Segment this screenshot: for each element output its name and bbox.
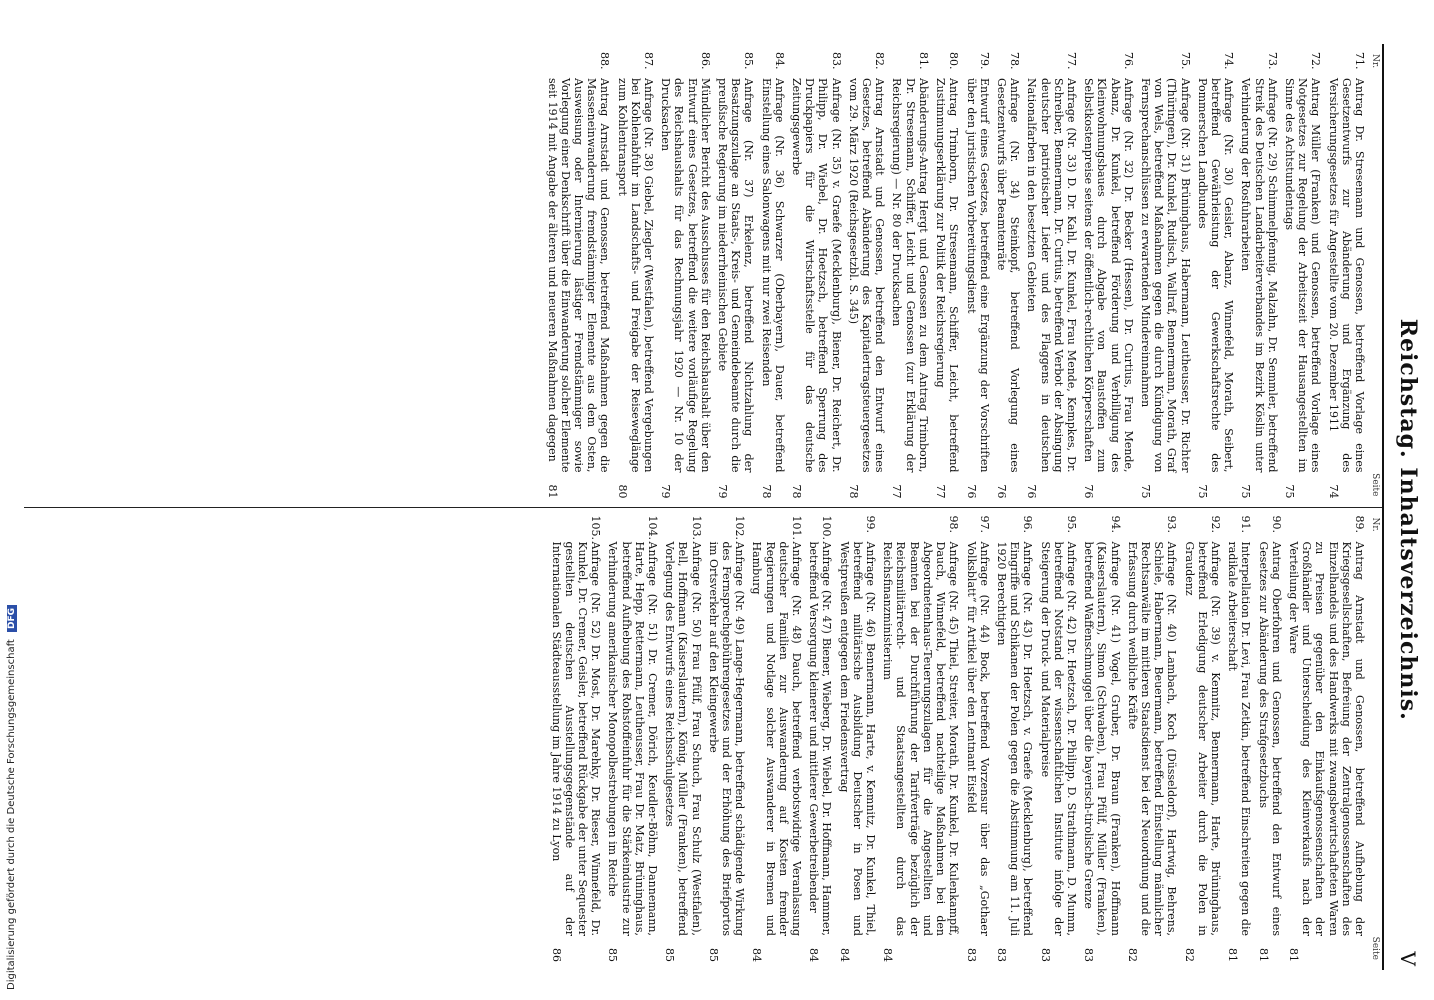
entry-number: 102.: [733, 515, 747, 540]
entry-number: 80.: [947, 52, 961, 70]
toc-entry: [659, 52, 712, 499]
right-entries: [549, 516, 1366, 963]
entry-page: 78: [846, 484, 860, 499]
dfg-logo: DFG: [7, 605, 17, 632]
entry-page: 74: [1326, 484, 1340, 499]
entry-number: 90.: [1269, 515, 1283, 533]
page-number: V: [1396, 951, 1420, 966]
toc-entry: [934, 52, 960, 499]
toc-left-column: [24, 44, 1382, 507]
entry-text: Antrag Oberfohren und Genossen, betreffend den Entwurf eines Gesetzes zur Abänderung des Strafgesetzbuchs: [1256, 541, 1283, 936]
toc-entry: [890, 52, 930, 499]
col-head-num: Nr.: [1370, 517, 1380, 532]
entry-text: Anfrage (Nr. 33) D. Dr. Kahl, Dr. Kunkel, Frau Mende, Kempkes, Dr. Schreiber, Bennermann, Dr. Curtius, betreffend Verbot der Absingung deutscher patriotischer Lieder und des Flaggens in deutschen Nationalfarben in den besetzten Gebieten: [1025, 78, 1078, 473]
toc-entry: [1283, 52, 1323, 499]
toc-entry: [807, 516, 833, 963]
entry-number: 78.: [1008, 52, 1022, 70]
entry-page: 76: [1082, 484, 1096, 499]
entry-text: Antrag Dr. Stresemann und Genossen, betreffend Vorlage eines Gesetzentwurfs zur Abänderung und Ergänzung des Versicherungsgesetzes für Angestellte vom 20. Dezember 1911: [1326, 78, 1366, 473]
entry-text: Anfrage (Nr. 37) Erkelenz, betreffend Nichtzahlung der Besatzungszulage an Staats-, Kreis- und Gemeindebeamte durch die preußische Regierung im niederrheinischen Gebiete: [716, 78, 756, 473]
entry-text: Anfrage (Nr. 45) Thiel, Streiter, Morath, Dr. Kunkel, Dr. Kulenkampff, Dauch, Winnefeld, betreffend nachteilige Maßnahmen bei den Abgeordnetenhaus-Teuerungszulagen für die Angestellten und Beamten bei der Durchführung der Tarifverträge bezüglich der Reichsmilitärrecht- und Staatsangestellten durch das Reichsfinanzministerium: [881, 541, 961, 936]
entry-number: 75.: [1178, 52, 1192, 70]
entry-page: 76: [1025, 484, 1039, 499]
toc-entry: [881, 516, 960, 963]
entry-number: 105.: [589, 515, 603, 540]
toc-entry: [663, 516, 703, 963]
toc-entry: [837, 516, 877, 963]
entry-text: Anfrage (Nr. 31) Brüninghaus, Habermann, Leutheusser, Dr. Richter (Thüringen), Dr. Kunkel, Rudisch, Wallraf, Bennermann, Morath, Graf von Wels, betreffend Maßnahmen gegen die durch Kündigung von Fernsprechanschlüssen zu erwartenden Mindereinnahmen: [1138, 78, 1192, 473]
entry-text: Anfrage (Nr. 36) Schwarzer (Oberbayern), Dauer, betreffend Einstellung eines Salonwagens mit nur zwei Reisenden: [759, 78, 786, 473]
toc-entry: [1038, 516, 1078, 963]
toc-entry: [1082, 52, 1135, 499]
entry-page: 75: [1195, 484, 1209, 499]
entry-number: 77.: [1064, 52, 1078, 70]
entry-text: Anfrage (Nr. 50) Frau Pfülf, Frau Schuch, Frau Schulz (Westfalen), Bell, Hoffmann (Kaiserslautern), König, Müller (Franken), betreffend Vorlegung des Entwurfs eines Reichsschulgesetzes: [663, 541, 703, 936]
toc-entry: [1126, 516, 1179, 963]
col-head-page: Seite: [1370, 473, 1380, 497]
entry-number: 101.: [790, 515, 804, 540]
entry-page: 85: [706, 948, 720, 962]
column-head: [1366, 516, 1380, 963]
toc-entry: [545, 52, 611, 499]
entry-page: 76: [964, 484, 978, 499]
entry-page: 81: [1256, 948, 1270, 962]
entry-number: 86.: [698, 52, 712, 70]
credit-text: Digitalisierung gefördert durch die Deutsche Forschungsgemeinschaft: [6, 639, 17, 990]
entry-page: 79: [659, 484, 673, 499]
toc-columns: [24, 44, 1382, 970]
entry-text: Antrag Trimborn, Dr. Stresemann, Schiffer, Leicht, betreffend Zustimmungserklärung zur Politik der Reichsregierung: [934, 78, 961, 473]
entry-page: 80: [615, 484, 629, 499]
entry-number: 83.: [829, 52, 843, 70]
col-head-num: Nr.: [1370, 54, 1380, 69]
entry-page: 85: [606, 948, 620, 962]
entry-number: 87.: [642, 52, 656, 70]
toc-entry: [847, 52, 887, 499]
entry-text: Anfrage (Nr. 52) Dr. Most, Dr. Marehky, Dr. Rieser, Winnefeld, Dr. Kunkel, Dr. Cremer, Geisler, betreffend Rückgabe der unter Sequester gestellten deutschen Ausstellungsgegenstände auf der Internationalen Städteausstellung im Jahre 1914 zu Lyon: [549, 541, 603, 936]
toc-entry: [964, 52, 990, 499]
entry-number: 76.: [1121, 52, 1135, 70]
entry-page: 81: [545, 484, 559, 499]
toc-entry: [1239, 52, 1279, 499]
entry-page: 84: [837, 948, 851, 962]
entry-page: 76: [994, 484, 1008, 499]
entry-text: Anfrage (Nr. 34) Steinkopf, betreffend Vorlegung eines Gesetzentwurfs über Beamtenräte: [994, 78, 1022, 473]
entry-page: 81: [1226, 948, 1240, 962]
entry-text: Anfrage (Nr. 32) Dr. Becker (Hessen), Dr. Curtius, Frau Mende, Abanz, Dr. Kunkel, betreffend Förderung und Verbilligung des Kleinwohnungsbaues durch Abgabe von Baustoffen zum Selbstkostenpreise seitens der öffentlich-rechtlichen Körperschaften: [1082, 78, 1135, 473]
toc-entry: [1196, 52, 1236, 499]
entry-page: 82: [1182, 948, 1196, 962]
entry-page: 83: [1082, 948, 1096, 962]
toc-entry: [1287, 516, 1366, 963]
entry-number: 92.: [1208, 515, 1222, 533]
entry-number: 97.: [977, 515, 991, 533]
toc-entry: [750, 516, 803, 963]
entry-text: Anfrage (Nr. 40) Lambach, Koch (Düsseldorf), Hartwig, Behrens, Schiele, Habermann, Beuermann, betreffend Einstellung männlicher Rechtsanwälte im mittleren Staatsdienst bei der Neuordnung und die Erfassung durch weibliche Kräfte: [1125, 541, 1179, 936]
entry-page: 75: [1282, 484, 1296, 499]
toc-entry: [790, 52, 843, 499]
entry-text: Anfrage (Nr. 41) Vogel, Gruber, Dr. Braun (Franken), Hoffmann (Kaiserslautern), Simon (Schwaben), Frau Pfülf, Müller (Franken), betreffend Waffenschmuggel über die bayerisch-tirolische Grenze: [1082, 541, 1122, 936]
entry-number: 88.: [598, 52, 612, 70]
entry-number: 85.: [742, 52, 756, 70]
entry-number: 104.: [646, 515, 660, 540]
entry-text: Anfrage (Nr. 44) Bock, betreffend Vorzensur über das „Gothaer Volksblatt“ für Artikel über den Lentnant Eisfeld: [964, 541, 991, 936]
entry-page: 79: [716, 484, 730, 499]
entry-page: 77: [934, 484, 948, 499]
toc-entry: [1082, 516, 1122, 963]
toc-entry: [1139, 52, 1192, 499]
entry-text: Anfrage (Nr. 48) Dauch, betreffend verbotswidrige Veranlassung deutscher Familien zur Auswanderung auf Kosten fremder Regierungen und Notlage solcher Auswanderer in Bremen und Hamburg: [750, 541, 804, 936]
entry-text: Anfrage (Nr. 29) Schimmelpfennig, Malzahn, Dr. Semmler, betreffend Streik des Deutschen Landarbeiterverbandes im Bezirk Köslin unter Verhinderung der Rosfuhrarbeiten: [1239, 78, 1279, 473]
entry-page: 78: [759, 484, 773, 499]
toc-entry: [1256, 516, 1282, 963]
toc-entry: [1326, 52, 1366, 499]
digitization-credit: [6, 605, 17, 990]
col-head-page: Seite: [1370, 936, 1380, 960]
toc-entry: [549, 516, 602, 963]
entry-number: 98.: [947, 515, 961, 533]
entry-number: 96.: [1021, 515, 1035, 533]
entry-number: 84.: [772, 52, 786, 70]
toc-entry: [707, 516, 747, 963]
toc-entry: [995, 52, 1021, 499]
entry-page: 77: [890, 484, 904, 499]
entry-number: 95.: [1064, 515, 1078, 533]
entry-number: 99.: [864, 515, 878, 533]
entry-text: Anfrage (Nr. 38) Giebel, Ziegler (Westfalen), betreffend Vergebungen bei Kohlenabfuhr im Landschafts- und Freigabe der Reiseweglänge zum Kohlentransport: [615, 78, 656, 473]
toc-entry: [759, 52, 785, 499]
page-title: Reichstag. Inhaltsverzeichnis.: [1395, 318, 1421, 721]
toc-right-column: [24, 507, 1382, 971]
column-head: [1366, 52, 1380, 499]
entry-text: Antrag Arnstadt und Genossen, betreffend Maßnahmen gegen die Masseneinwanderung fremdstämmiger Elemente aus dem Osten, Ausweisung oder Internierung lästiger Fremdstämmiger sowie Vorlegung einer Denkschrift über die Einwanderung solcher Elemente seit 1914 mit Angabe der älteren und neueren Maßnahmen dagegen: [545, 78, 612, 473]
entry-page: 83: [1038, 948, 1052, 962]
entry-text: Antrag Müller (Franken) und Genossen, betreffend Vorlage eines Notgesetzes zur Regelung der Arbeitszeit der Hausangestellten im Sinne des Achtstundentags: [1282, 78, 1323, 473]
toc-entry: [1182, 516, 1222, 963]
entry-page: 82: [1125, 948, 1139, 962]
entry-page: 81: [1286, 948, 1300, 962]
entry-text: Anfrage (Nr. 49) Lange-Hegermann, betreffend schädigende Wirkung des Fernsprechgebührengesetzes und der Erhöhung des Briefportos im Ortsverkehr auf den Kleingewerbe: [706, 541, 747, 936]
toc-entry: [964, 516, 990, 963]
entry-number: 71.: [1353, 52, 1366, 70]
entry-text: Anfrage (Nr. 47) Biener, Wieberg, Dr. Wiebel, Dr. Hoffmann, Hammer, betreffend Versorgung kleinerer und mittlerer Gewerbetreibender: [807, 541, 834, 936]
entry-page: 75: [1239, 484, 1253, 499]
page-header: [1382, 44, 1426, 970]
entry-page: 83: [964, 948, 978, 962]
entry-number: 79.: [977, 52, 991, 70]
entry-number: 74.: [1222, 52, 1236, 70]
entry-number: 93.: [1165, 515, 1179, 533]
entry-number: 103.: [689, 515, 703, 540]
entry-text: Abänderungs-Antrag Hergt und Genossen zu dem Antrag Trimborn, Dr. Stresemann, Schiffer, Leicht und Genossen (zur Erklärung der Reichsregierung) — Nr. 80 der Drucksachen: [890, 78, 930, 473]
entry-text: Mündlicher Bericht des Ausschusses für den Reichshaushalt über den Entwurf eines Gesetzes, betreffend die weitere vorläufige Regelung des Reichshaushalts für das Rechnungsjahr 1920 — Nr. 10 der Drucksachen: [659, 78, 712, 473]
entry-text: Antrag Arnstadt und Genossen, betreffend den Entwurf eines Gesetzes, betreffend Abänderung des Kapitalertragsteuergesetzes vom 29. März 1920 (Reichsgesetzbl. S. 345): [846, 78, 887, 473]
entry-number: 94.: [1108, 515, 1122, 533]
entry-text: Anfrage (Nr. 43) Dr. Hoetzsch, v. Graefe (Mecklenburg), betreffend Eingriffe und Schikanen der Polen gegen die Abstimmung am 11. Juli 1920 Berechtigten: [994, 541, 1035, 936]
entry-text: Entwurf eines Gesetzes, betreffend eine Ergänzung der Vorschriften über den juristischen Vorbereitungsdienst: [964, 78, 991, 473]
entry-page: 84: [881, 948, 895, 962]
entry-text: Anfrage (Nr. 46) Bennermann, Harte, v. Kemnitz, Dr. Kunkel, Thiel, betreffend militärische Ausbildung Deutscher in Posen und Westpreußen entgegen dem Friedensvertrag: [837, 541, 878, 936]
entry-page: 86: [549, 948, 563, 962]
toc-entry: [615, 52, 655, 499]
entry-number: 91.: [1239, 515, 1253, 533]
toc-entry: [606, 516, 659, 963]
entry-page: 75: [1138, 484, 1152, 499]
toc-entry: [1226, 516, 1252, 963]
entry-text: Anfrage (Nr. 30) Geisler, Abanz, Winnefeld, Morath, Seibert, betreffend Gewährleistung der Gewerkschaftsrechte des Pommerschen Landbundes: [1195, 78, 1236, 473]
entry-text: Interpellation Dr. Levi, Frau Zetkin, betreffend Einschreiten gegen die radikale Arbeiterschaft: [1226, 541, 1253, 936]
entry-text: Anfrage (Nr. 39) v. Kemnitz, Bennermann, Harte, Brüninghaus, betreffend Erledigung deutscher Arbeiter durch die Polen in Graudenz: [1182, 541, 1222, 936]
toc-entry: [995, 516, 1035, 963]
entry-text: Anfrage (Nr. 51) Dr. Cremer, Dörich, Keudler-Böhm, Dannemann, Harte, Hepp, Rettermann, Leutheusser, Frau Dr. Matz, Brüninghaus, betreffend Aufhebung des Rohstoffeinfuhr für die Stärkeindustrie zur Verhinderung amerikanischer Monopolbestrebungen im Reiche: [606, 541, 660, 936]
entry-page: 84: [807, 948, 821, 962]
entry-number: 72.: [1309, 52, 1323, 70]
entry-number: 89.: [1353, 515, 1366, 533]
entry-number: 73.: [1265, 52, 1279, 70]
entry-page: 83: [994, 948, 1008, 962]
entry-page: 78: [790, 484, 804, 499]
toc-entry: [1025, 52, 1078, 499]
entry-text: Antrag Arnstadt und Genossen, betreffend Aufhebung der Kriegsgesellschaften, Befreiung der Zentralgenossenschaften des Einzelhandels und des Handwerks mit zwangsbewirtschafteten Waren zu Preisen gegenüber den Einkaufsgenossenschaften der Großhändler und Unterscheidung des Kleinverkaufs nach der Verteilung der Ware: [1286, 541, 1366, 936]
entry-number: 81.: [916, 52, 930, 70]
entry-number: 100.: [820, 515, 834, 540]
entry-text: Anfrage (Nr. 42) Dr. Hoetzsch, Dr. Philipp, D. Strathmann, D. Mumm, betreffend Notstand der wissenschaftlichen Institute infolge der Steigerung der Druck- und Materialpreise: [1038, 541, 1078, 936]
entry-number: 82.: [873, 52, 887, 70]
toc-entry: [716, 52, 756, 499]
entry-page: 84: [750, 948, 764, 962]
left-entries: [545, 52, 1366, 499]
entry-page: 85: [663, 948, 677, 962]
entry-text: Anfrage (Nr. 35) v. Graefe (Mecklenburg), Biener, Dr. Reichert, Dr. Philipp, Dr. Wiebel, Dr. Hoetzsch, betreffend Sperrung des Druckpapiers für die Wirtschaftsstelle für das deutsche Zeitungsgewerbe: [790, 78, 843, 473]
